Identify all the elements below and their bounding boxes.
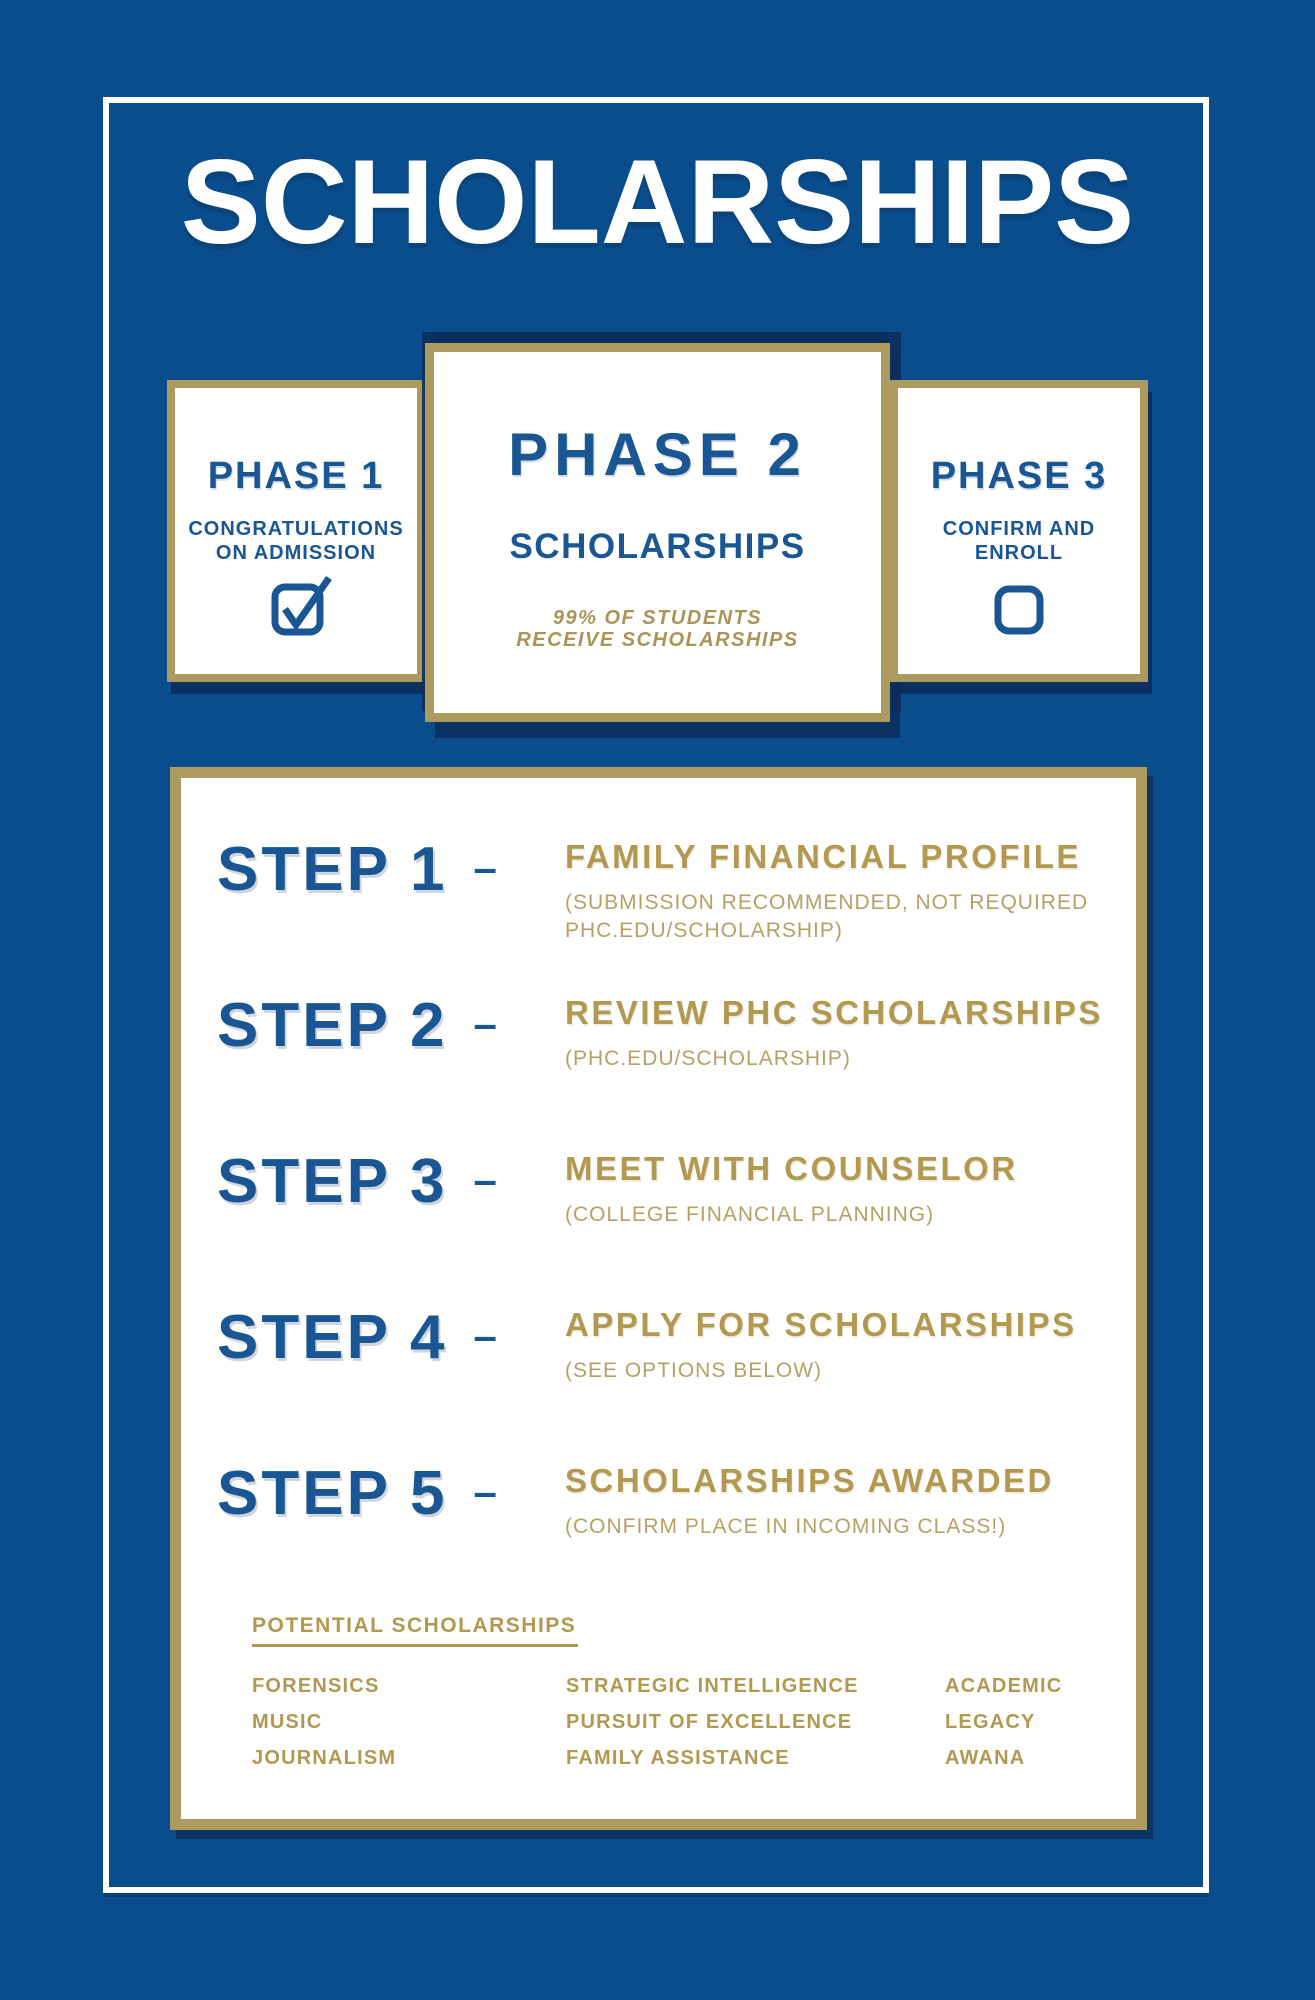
step-1-text [565, 839, 1088, 945]
phase-3-subtitle-line-2: ENROLL [974, 542, 1064, 564]
phase-3-card [890, 380, 1148, 682]
checked-checkbox-icon [271, 575, 337, 641]
phase-2-note [434, 607, 881, 651]
step-2-detail-line-1: (PHC.EDU/SCHOLARSHIP) [565, 1047, 851, 1070]
unchecked-checkbox-icon [994, 585, 1044, 635]
steps-card [170, 767, 1147, 1830]
step-5-dash: – [473, 1468, 497, 1515]
step-3-detail-line-1: (COLLEGE FINANCIAL PLANNING) [565, 1203, 935, 1226]
step-2-text [565, 995, 1103, 1073]
phase-1-card [167, 380, 425, 682]
phase-2-title: PHASE 2 [508, 421, 807, 488]
phase-1-title: PHASE 1 [207, 455, 385, 497]
phase-3-title: PHASE 3 [930, 455, 1108, 497]
potential-scholarships-heading: POTENTIAL SCHOLARSHIPS [252, 1614, 578, 1647]
step-1-detail-line-2: PHC.EDU/SCHOLARSHIP) [565, 919, 843, 942]
phase-3-subtitle [898, 517, 1140, 565]
step-row-4 [217, 1303, 1120, 1382]
step-3-label: STEP 3 [217, 1147, 448, 1216]
phase-2-note-line-2: RECEIVE SCHOLARSHIPS [516, 629, 799, 651]
step-row-3 [217, 1147, 1120, 1226]
phase-3-checkbox [898, 585, 1140, 635]
phase-2-card [425, 343, 890, 722]
potential-item: FORENSICS [252, 1675, 380, 1697]
step-3-dash: – [473, 1156, 497, 1203]
step-row-2 [217, 991, 1120, 1070]
potential-item: STRATEGIC INTELLIGENCE [566, 1675, 859, 1697]
step-5-label: STEP 5 [217, 1459, 448, 1528]
phase-1-subtitle-line-1: CONGRATULATIONS [188, 518, 404, 540]
step-2-heading: REVIEW PHC SCHOLARSHIPS [565, 994, 1103, 1031]
step-1-label: STEP 1 [217, 835, 448, 904]
step-3-heading: MEET WITH COUNSELOR [565, 1150, 1018, 1187]
step-1-dash: – [473, 844, 497, 891]
step-1-heading: FAMILY FINANCIAL PROFILE [565, 838, 1081, 875]
step-4-label: STEP 4 [217, 1303, 448, 1372]
step-5-heading: SCHOLARSHIPS AWARDED [565, 1462, 1054, 1499]
page-title: SCHOLARSHIPS [180, 135, 1135, 269]
phase-1-subtitle-line-2: ON ADMISSION [215, 542, 377, 564]
potential-item: PURSUIT OF EXCELLENCE [566, 1711, 853, 1733]
step-4-detail-line-1: (SEE OPTIONS BELOW) [565, 1359, 823, 1382]
step-4-text [565, 1307, 1077, 1385]
phase-1-subtitle [175, 517, 417, 565]
potential-item: LEGACY [945, 1711, 1036, 1733]
phase-2-subtitle: SCHOLARSHIPS [509, 527, 806, 566]
potential-item: JOURNALISM [252, 1747, 397, 1769]
step-row-1 [217, 835, 1120, 942]
step-5-text [565, 1463, 1054, 1541]
potential-item: AWANA [945, 1747, 1026, 1769]
step-4-heading: APPLY FOR SCHOLARSHIPS [565, 1306, 1077, 1343]
potential-column-3 [945, 1668, 1062, 1776]
phase-2-note-line-1: 99% OF STUDENTS [552, 607, 763, 629]
step-2-dash: – [473, 1000, 497, 1047]
phase-3-subtitle-line-1: CONFIRM AND [942, 518, 1096, 540]
step-2-label: STEP 2 [217, 991, 448, 1060]
potential-column-2 [566, 1668, 859, 1776]
step-5-detail-line-1: (CONFIRM PLACE IN INCOMING CLASS!) [565, 1515, 1007, 1538]
potential-item: MUSIC [252, 1711, 323, 1733]
step-3-text [565, 1151, 1018, 1229]
potential-item: FAMILY ASSISTANCE [566, 1747, 790, 1769]
step-1-detail-line-1: (SUBMISSION RECOMMENDED, NOT REQUIRED [565, 891, 1089, 914]
potential-column-1 [252, 1668, 396, 1776]
potential-item: ACADEMIC [945, 1675, 1063, 1697]
step-4-dash: – [473, 1312, 497, 1359]
phase-1-checkbox [175, 575, 417, 641]
step-row-5 [217, 1459, 1120, 1538]
